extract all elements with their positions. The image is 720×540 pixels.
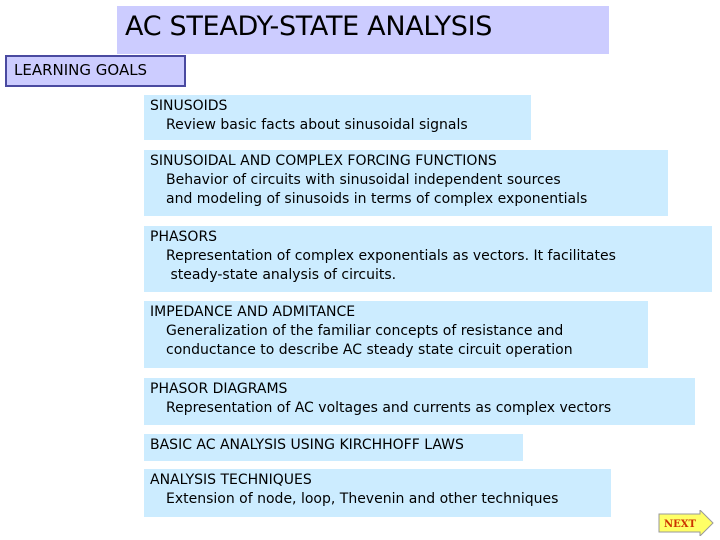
next-button-label: NEXT — [664, 519, 696, 530]
right-arrow-icon — [658, 510, 714, 536]
topic-description: Behavior of circuits with sinusoidal independent sources — [166, 172, 561, 188]
slide-title: AC STEADY-STATE ANALYSIS — [117, 6, 609, 54]
topic-forcing-functions — [144, 150, 668, 216]
topic-description: steady-state analysis of circuits. — [166, 267, 397, 283]
learning-goals-label: LEARNING GOALS — [5, 55, 186, 87]
topic-heading: SINUSOIDS — [150, 98, 228, 114]
next-button[interactable] — [658, 510, 714, 536]
topic-description: conductance to describe AC steady state circuit operation — [166, 342, 573, 358]
topic-phasor-diagrams — [144, 378, 695, 425]
topic-heading: BASIC AC ANALYSIS USING KIRCHHOFF LAWS — [150, 437, 464, 453]
topic-description: Extension of node, loop, Thevenin and other techniques — [166, 491, 559, 507]
topic-heading: PHASOR DIAGRAMS — [150, 381, 288, 397]
topic-heading: IMPEDANCE AND ADMITANCE — [150, 304, 356, 320]
topic-analysis-techniques — [144, 469, 611, 517]
topic-impedance-admitance — [144, 301, 648, 368]
topic-heading: PHASORS — [150, 229, 218, 245]
topic-phasors — [144, 226, 712, 292]
topic-heading: SINUSOIDAL AND COMPLEX FORCING FUNCTIONS — [150, 153, 497, 169]
topic-heading: ANALYSIS TECHNIQUES — [150, 472, 312, 488]
topic-description: Representation of AC voltages and currents as complex vectors — [166, 400, 612, 416]
topic-kirchhoff-laws — [144, 434, 523, 461]
topic-description: Representation of complex exponentials as vectors. It facilitates — [166, 248, 616, 264]
topic-description: Generalization of the familiar concepts of resistance and — [166, 323, 564, 339]
topic-description: and modeling of sinusoids in terms of complex exponentials — [166, 191, 588, 207]
topic-sinusoids — [144, 95, 531, 140]
topic-description: Review basic facts about sinusoidal signals — [166, 117, 468, 133]
